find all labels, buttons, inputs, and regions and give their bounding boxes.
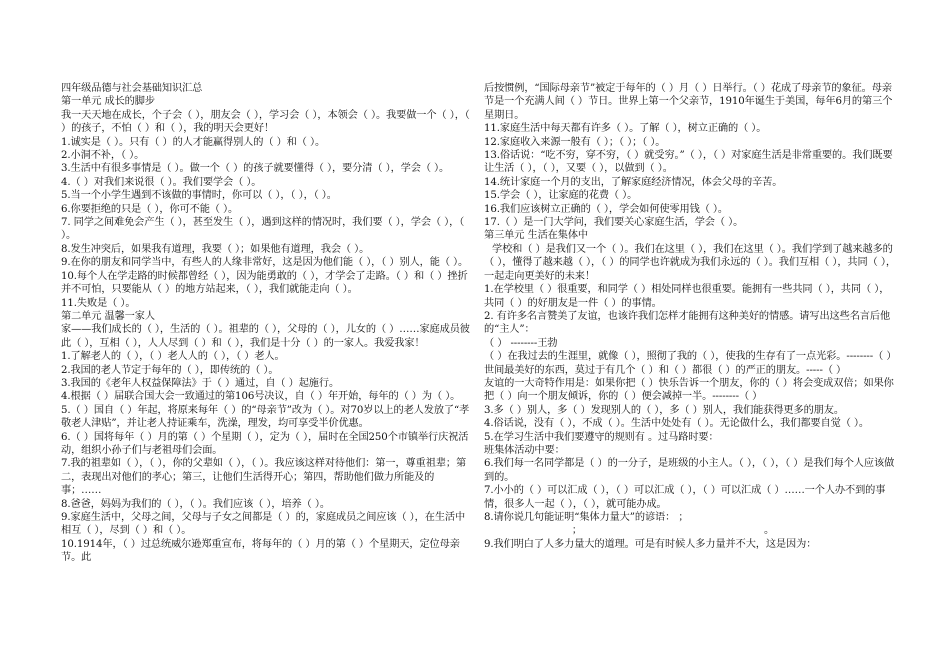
unit2-item-8: 8.爸爸，妈妈为我们的（ ），（ ）。我们应该（ ），培养（ ）。 <box>61 498 330 510</box>
unit2-heading: 第二单元 温馨一家人 <box>61 310 155 322</box>
unit1-item-9: 9.在你的朋友和同学当中，有些人的人缘非常好，这是因为他们能（ ），（ ）别人，能（ ）。 <box>61 257 469 269</box>
unit3-item-7: 7.小小的（ ）可以汇成（ ），（ ）可以汇成（ ），（ ）可以汇成（ ）……一个人办不到的事情，很多人一起（ ），（ ），就可能办成。 <box>484 485 886 510</box>
unit2-item-14: 14.统计家庭一个月的支出，了解家庭经济情况，体会父母的辛苦。 <box>484 176 783 188</box>
unit1-heading: 第一单元 成长的脚步 <box>61 96 155 108</box>
unit3-item-8: 8.请你说几句能证明“集体力量大”的谚语： ； <box>484 512 689 523</box>
unit2-item-7: 7.我的祖辈如（ ），（ ），你的父辈如（ ），（ ）。我应该这样对待他们：第一，尊重祖辈；第二，表现出对他们的孝心；第三，让他们生活得开心；第四，帮助他们做力所能及的事；…… <box>61 458 467 497</box>
unit2-item-11: 11.家庭生活中每天都有许多（ ）。了解（ ），树立正确的（ ）。 <box>484 123 767 135</box>
unit3-item-2: 2. 有许多名言赞美了友谊，也该许我们怎样才能拥有这种美好的情感。请写出这些名言后他的“主人”： <box>484 310 891 336</box>
unit3-item-6: 6.我们每一名同学都是（ ）的一分子，是班级的小主人。（ ），（ ），（ ）是我们每个人应该做到的。 <box>484 458 895 483</box>
unit2-item-12: 12.家庭收入来源一般有（ ）；（ ）；（ ）。 <box>484 136 666 148</box>
unit2-item-3: 3.我国的《老年人权益保障法》于（ ）通过，自（ ）起施行。 <box>61 377 340 389</box>
unit1-item-5: 5.当一个小学生遇到不该做的事情时，你可以（ ），（ ），（ ）。 <box>61 190 337 202</box>
unit1-item-7: 7. 同学之间难免会产生（ ），甚至发生（ ），遇到这样的情况时，我们要（ ），学会（ ），（ ）。 <box>61 217 465 242</box>
unit1-item-6: 6.你要拒绝的只是（ ），你可不能（ ）。 <box>61 203 239 215</box>
unit3-quote-2: （ ）在我过去的生涯里，就像（ ），照彻了我的（ ），使我的生存有了一点光彩。--------（ ） <box>484 351 897 363</box>
unit3-quote-1: （ ） --------王勃 <box>484 337 558 349</box>
document-title: 四年级品德与社会基础知识汇总 <box>61 83 203 94</box>
unit3-heading: 第三单元 生活在集体中 <box>484 230 589 242</box>
unit2-item-9: 9.家庭生活中，父母之间，父母与子女之间都是（ ）的，家庭成员之间应该（ ），在生活中相互（ ），尽到（ ）和（ ）。 <box>61 512 466 537</box>
unit3-item-3: 3.多（ ）别人，多（ ）发现别人的（ ），多（ ）别人，我们能获得更多的朋友。 <box>484 404 844 416</box>
unit2-intro: 家——我们成长的（ ），生活的（ ）。祖辈的（ ），父母的（ ），儿女的（ ）……家庭成员彼此（ ），互相（ ），人人尽到（ ）和（ ），我们是十分（ ）的一家人。我爱我家！ <box>61 324 470 349</box>
unit3-item-8-line-2: ； 。 <box>484 525 775 537</box>
unit2-item-5: 5.（ ）国自（ ）年起，将原来每年（ ）的“母亲节”改为（ ）。对70岁以上的老人发放了“孝敬老人津贴”，并让老人持证乘车，洗澡，理发，均可享受半价优惠。 <box>61 404 470 430</box>
unit3-quote-3: 世间最美好的东西，莫过于有几个（ ）和（ ）都很（ ）的严正的朋友。-----（ ） <box>484 364 847 376</box>
unit3-intro: 学校和（ ）是我们又一个（ ）。我们在这里（ ），我们在这里（ ）。我们学到了越来越多的（ ），懂得了越来越（ ），（ ）的同学也许就成为我们永远的（ ）。我们互相（ ），共同（ ），一起走向更美好的未来！ <box>484 243 896 282</box>
unit1-item-3: 3.生活中有很多事情是（ ）。做一个（ ）的孩子就要懂得（ ），要分清（ ），学会（ ）。 <box>61 163 450 175</box>
unit2-item-17: 17.（ ）是一门大学问，我们要关心家庭生活，学会（ ）。 <box>484 217 744 229</box>
unit2-item-6: 6.（ ）国将每年（ ）月的第（ ）个星期（ ），定为（ ），届时在全国250个市镇举行庆祝活动，组织小孙子们与老祖母们会面。 <box>61 431 469 456</box>
unit2-item-4: 4.根据（ ）届联合国大会一致通过的第106号决议，自（ ）年开始，每年的（ ）为（ ）。 <box>61 391 461 403</box>
unit1-item-10: 10.每个人在学走路的时候都曾经（ ），因为能勇敢的（ ），才学会了走路。（ ）和（ ）挫折并不可怕，只要能从（ ）的地方站起来，（ ），我们就能走向（ ）。 <box>61 270 468 296</box>
unit1-item-4: 4.（ ）对我们来说很（ ）。我们要学会（ ）。 <box>61 176 262 188</box>
right-column <box>484 82 896 551</box>
unit3-item-1: 1.在学校里（ ）很重要，和同学（ ）相处同样也很重要。能拥有一些共同（ ），共同（ ），共同（ ）的好朋友是一件（ ）的事情。 <box>484 284 890 309</box>
unit3-item-5: 5.在学习生活中我们要遵守的规则有 。过马路时要： <box>484 431 719 443</box>
unit3-item-5-line-2: 班集体活动中要： <box>484 444 565 456</box>
unit1-intro: 我一天天地在成长，个子会（ ），朋友会（ ），学习会（ ），本领会（ ）。我要做一个（ ），（ ）的孩子，不怕（ ）和（ ），我的明天会更好！ <box>61 109 470 135</box>
unit3-quote-4: 友谊的一大奇特作用是：如果你把（ ）快乐告诉一个朋友，你的（ ）将会变成双倍；如果你把（ ）向一个朋友倾诉，你的（ ）便会减掉一半。--------（ ） <box>484 377 894 403</box>
unit2-item-13: 13.俗话说：“吃不穷，穿不穷，（ ）就受穷。”（ ），（ ）对家庭生活是非常重要的。我们既要让生活（ ），（ ），又要（ ），以做到（ ）。 <box>484 150 893 175</box>
unit2-item-10: 10.1914年，（ ）过总统威尔逊郑重宣布，将每年的（ ）月的第（ ）个星期天，定位母亲节。此 <box>61 538 460 564</box>
unit1-item-11: 11.失败是（ ）。 <box>61 297 136 309</box>
unit3-item-4: 4.俗话说，没有（ ），不成（ ）。生活中处处有（ ）。无论做什么，我们都要自觉（ ）。 <box>484 418 869 430</box>
unit2-item-10-continued: 后按惯例，“国际母亲节”被定于每年的（ ）月（ ）日举行。（ ）花成了母亲节的象征。母亲节是一个充满人间（ ）节日。世界上第一个父亲节，1910年诞生于美国，每年6月的第三个星期日。 <box>484 83 893 121</box>
unit2-item-2: 2.我国的老人节定于每年的（ ），即传统的（ ）。 <box>61 364 279 376</box>
left-column <box>61 82 473 565</box>
unit2-item-15: 15.学会（ ），让家庭的花费（ ）。 <box>484 190 638 202</box>
unit1-item-2: 2.小洞不补，（ ）。 <box>61 150 145 162</box>
unit3-item-9: 9.我们明白了人多力量大的道理。可是有时候人多力量并不大，这是因为： <box>484 538 817 550</box>
unit1-item-8: 8.发生冲突后，如果我有道理，我要（ ）；如果他有道理，我会（ ）。 <box>61 243 370 255</box>
unit2-item-1: 1.了解老人的（ ），（ ）老人人的（ ），（ ）老人。 <box>61 351 285 363</box>
unit1-item-1: 1.诚实是（ ）。只有（ ）的人才能赢得别人的（ ）和（ ）。 <box>61 136 326 148</box>
unit2-item-16: 16.我们应该树立正确的（ ），学会如何使零用钱（ ）。 <box>484 203 728 215</box>
